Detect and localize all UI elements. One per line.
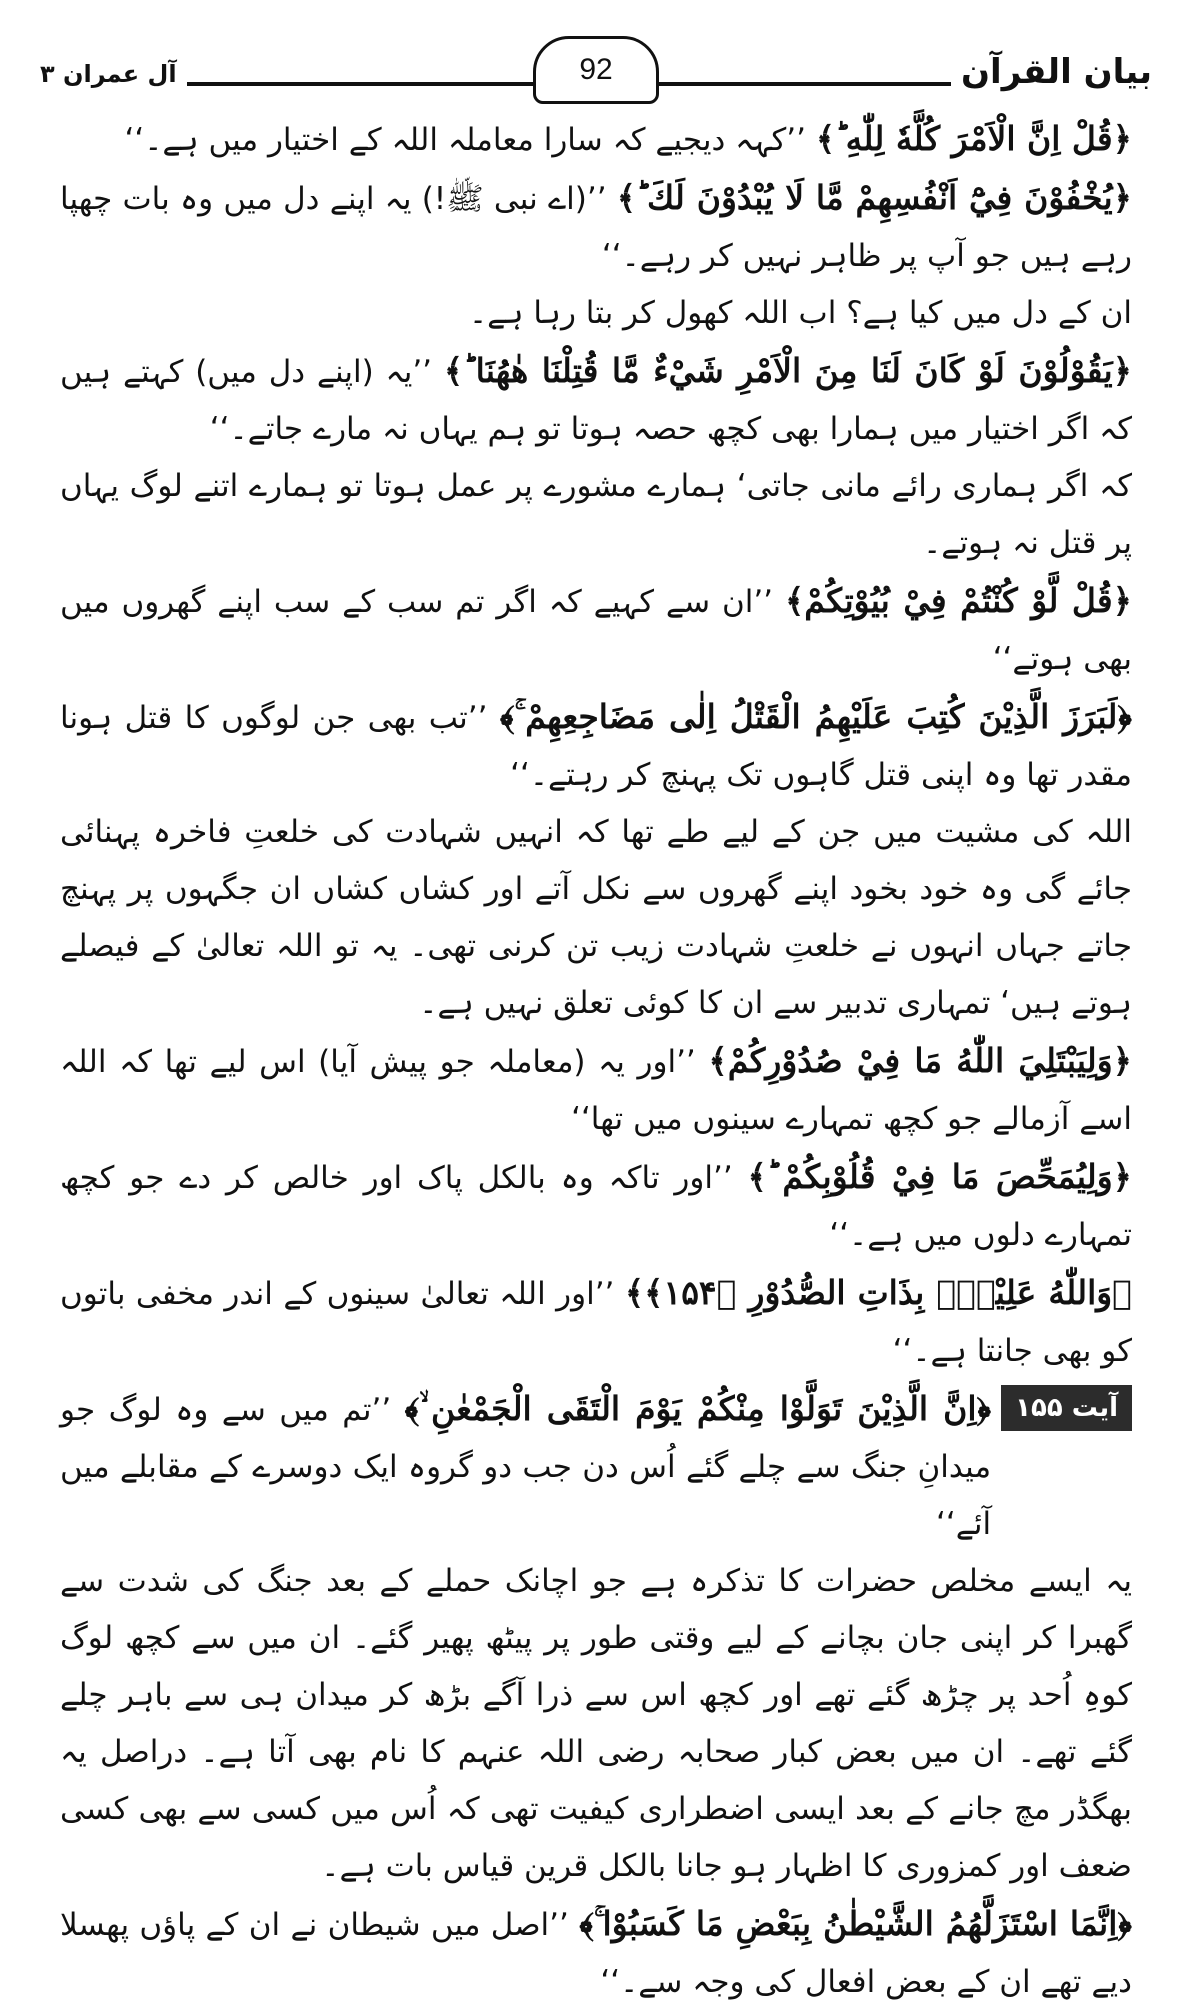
surah-name: آل عمران ۳ [40,60,187,88]
translation: ’’اصل میں شیطان نے ان کے پاؤں پھسلا دیے تھے ان کے بعض افعال کی وجہ سے۔‘‘ [60,1907,1132,2000]
quran-verse: ﴿يُخْفُوْنَ فِيْٓ اَنْفُسِهِمْ مَّا لَا يُبْدُوْنَ لَكَ ؕ﴾ [616,178,1132,217]
paragraph [60,342,1132,458]
paragraph [60,1148,1132,1264]
commentary: یہ ایسے مخلص حضرات کا تذکرہ ہے جو اچانک حملے کے بعد جنگ کی شدت سے گھبرا کر اپنی جان بچانے کے لیے وقتی طور پر پیٹھ پھیر گئے۔ ان میں سے کچھ لوگ کوہِ اُحد پر چڑھ گئے تھے اور کچھ اس سے ذرا آگے بڑھ کر میدان ہی سے باہر چلے گئے تھے۔ ان میں بعض کبار صحابہ رضی اللہ عنہم کا نام بھی آتا ہے۔ دراصل یہ بھگڈر مچ جانے کے بعد ایسی اضطراری کیفیت تھی کہ اُس میں کسی سے بھی کسی ضعف اور کمزوری کا اظہار ہو جانا بالکل قرین قیاس بات ہے۔ [60,1563,1132,1884]
quran-verse: ﴿اِنَّ الَّذِيْنَ تَوَلَّوْا مِنْكُمْ يَوْمَ الْتَقَى الْجَمْعٰنِ ۙ﴾ [404,1389,992,1428]
quran-verse: ﴿اِنَّمَا اسْتَزَلَّهُمُ الشَّيْطٰنُ بِبَعْضِ مَا كَسَبُوْا ۚ﴾ [579,1904,1132,1943]
paragraph [60,458,1132,572]
paragraph [60,1553,1132,1895]
translation: ’’تب بھی جن لوگوں کا قتل ہونا مقدر تھا وہ اپنی قتل گاہوں تک پہنچ کر رہتے۔‘‘ [60,700,1132,793]
translation: ’’اور تاکہ وہ بالکل پاک اور خالص کر دے جو کچھ تمہارے دلوں میں ہے۔‘‘ [60,1160,1132,1253]
paragraph [60,1895,1132,2011]
quran-verse: ﴿قُلْ لَّوْ كُنْتُمْ فِيْ بُيُوْتِكُمْ﴾ [784,581,1132,620]
commentary: ان کے دل میں کیا ہے؟ اب اللہ کھول کر بتا رہا ہے۔ [468,295,1132,331]
page-header [40,36,1152,106]
quran-verse: ﴿وَلِيُمَحِّصَ مَا فِيْ قُلُوْبِكُمْ ؕ﴾ [747,1157,1133,1196]
translation: ’’تم میں سے وہ لوگ جو میدانِ جنگ سے چلے گئے اُس دن جب دو گروہ ایک دوسرے کے مقابلے میں آئے‘‘ [60,1392,992,1542]
paragraph [60,1032,1132,1148]
paragraph [60,572,1132,688]
paragraph [60,1380,991,1553]
translation: ’’اور یہ (معاملہ جو پیش آیا) اس لیے تھا کہ اللہ اسے آزمالے جو کچھ تمہارے سینوں میں تھا‘‘ [60,1044,1132,1137]
paragraph [60,1264,1132,1380]
quran-verse: ﴿لَبَرَزَ الَّذِيْنَ كُتِبَ عَلَيْهِمُ الْقَتْلُ اِلٰى مَضَاجِعِهِمْ ۚ﴾ [499,697,1133,736]
commentary: اللہ کی مشیت میں جن کے لیے طے تھا کہ انہیں شہادت کی خلعتِ فاخرہ پہنائی جائے گی وہ خود بخود اپنے گھروں سے نکل آتے اور کشاں کشاں ان جگہوں پر پہنچ جاتے جہاں انہوں نے خلعتِ شہادت زیب تن کرنی تھی۔ یہ تو اللہ تعالیٰ کے فیصلے ہوتے ہیں‘ تمہاری تدبیر سے ان کا کوئی تعلق نہیں ہے۔ [60,814,1132,1021]
paragraph [60,110,1132,169]
translation: ’’(اے نبی ﷺ!) یہ اپنے دل میں وہ بات چھپا رہے ہیں جو آپ پر ظاہر نہیں کر رہے۔‘‘ [60,181,1132,274]
paragraph [60,688,1132,804]
quran-verse: ﴿قُلْ اِنَّ الْاَمْرَ كُلَّهٗ لِلّٰهِ ؕ﴾ [815,119,1132,158]
quran-verse: ﴿وَلِيَبْتَلِيَ اللّٰهُ مَا فِيْ صُدُوْرِكُمْ﴾ [708,1041,1132,1080]
quran-verse: ﴿يَقُوْلُوْنَ لَوْ كَانَ لَنَا مِنَ الْاَمْرِ شَيْءٌ مَّا قُتِلْنَا هٰهُنَا ؕ﴾ [443,351,1132,390]
translation: ’’ان سے کہیے کہ اگر تم سب کے سب اپنے گھروں میں بھی ہوتے‘‘ [60,584,1132,677]
page-number: 92 [533,36,659,104]
commentary: کہ اگر ہماری رائے مانی جاتی‘ ہمارے مشورے پر عمل ہوتا تو ہمارے اتنے لوگ یہاں پر قتل نہ ہوتے۔ [60,468,1132,561]
translation: ’’اور اللہ تعالیٰ سینوں کے اندر مخفی باتوں کو بھی جانتا ہے۔‘‘ [60,1276,1132,1369]
paragraph [60,169,1132,285]
book-title: بیان القرآن [951,52,1152,92]
ayah-number-badge: آیت ۱۵۵ [1001,1385,1132,1431]
translation: ’’کہہ دیجیے کہ سارا معاملہ اللہ کے اختیار میں ہے۔‘‘ [124,122,816,158]
translation: ’’یہ (اپنے دل میں) کہتے ہیں کہ اگر اختیار میں ہمارا بھی کچھ حصہ ہوتا تو ہم یہاں نہ مارے جاتے۔‘‘ [60,354,1132,447]
paragraph [60,804,1132,1032]
quran-verse: ﴿وَاللّٰهُ عَلِيْمٌۢ بِذَاتِ الصُّدُوْرِ ﴿۱۵۴﴾﴾ [624,1273,1132,1312]
body-text [60,110,1132,2011]
paragraph [60,285,1132,342]
ayah-155-row [60,1380,1132,1553]
